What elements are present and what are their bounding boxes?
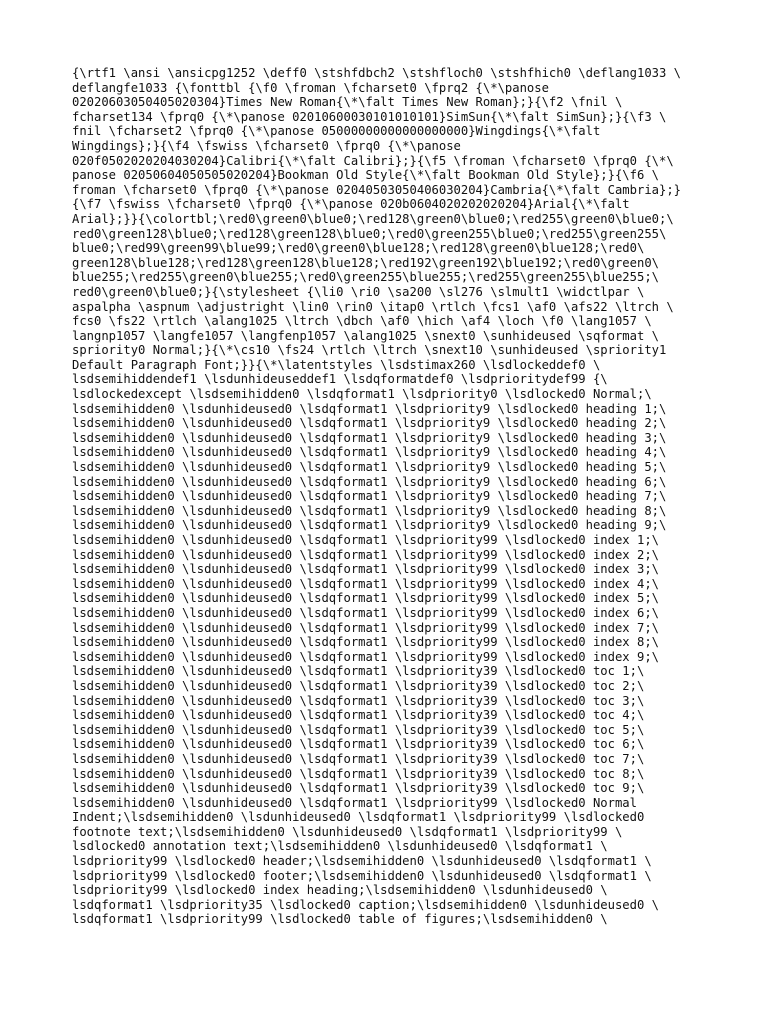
text-line: aspalpha \aspnum \adjustright \lin0 \rin0 \itap0 \rtlch \fcs1 \af0 \afs22 \ltrch \ (72, 299, 674, 314)
text-line: fcharset134 \fprq0 {\*\panose 02010600030101010101}SimSun{\*\falt SimSun};}{\f3 \ (72, 109, 667, 124)
text-line: lsdsemihidden0 \lsdunhideused0 \lsdqformat1 \lsdpriority9 \lsdlocked0 heading 4;\ (72, 445, 667, 460)
text-line: lsdpriority99 \lsdlocked0 footer;\lsdsemihidden0 \lsdunhideused0 \lsdqformat1 \ (72, 868, 652, 883)
text-line: lsdsemihidden0 \lsdunhideused0 \lsdqformat1 \lsdpriority99 \lsdlocked0 index 6;\ (72, 605, 659, 620)
text-line: lsdsemihidden0 \lsdunhideused0 \lsdqformat1 \lsdpriority39 \lsdlocked0 toc 1;\ (72, 664, 645, 679)
text-line: Wingdings};}{\f4 \fswiss \fcharset0 \fprq0 {\*\panose (72, 138, 461, 153)
text-line: lsdpriority99 \lsdlocked0 header;\lsdsemihidden0 \lsdunhideused0 \lsdqformat1 \ (72, 854, 652, 869)
text-line: blue0;\red99\green99\blue99;\red0\green0\blue128;\red128\green0\blue128;\red0\ (72, 241, 645, 256)
text-line: 020f0502020204030204}Calibri{\*\falt Calibri};}{\f5 \froman \fcharset0 \fprq0 {\*\ (72, 153, 674, 168)
text-line: red0\green0\blue0;}{\stylesheet {\li0 \ri0 \sa200 \sl276 \slmult1 \widctlpar \ (72, 284, 645, 299)
text-line: lsdlockedexcept \lsdsemihidden0 \lsdqformat1 \lsdpriority0 \lsdlocked0 Normal;\ (72, 387, 652, 402)
text-line: lsdlocked0 annotation text;\lsdsemihidden0 \lsdunhideused0 \lsdqformat1 \ (72, 839, 608, 854)
text-line: lsdsemihidden0 \lsdunhideused0 \lsdqformat1 \lsdpriority39 \lsdlocked0 toc 6;\ (72, 737, 645, 752)
text-line: Default Paragraph Font;}}{\*\latentstyles \lsdstimax260 \lsdlockeddef0 \ (72, 357, 601, 372)
text-line: lsdsemihidden0 \lsdunhideused0 \lsdqformat1 \lsdpriority99 \lsdlocked0 index 3;\ (72, 562, 659, 577)
text-line: lsdsemihidden0 \lsdunhideused0 \lsdqformat1 \lsdpriority99 \lsdlocked0 index 9;\ (72, 649, 659, 664)
text-line: spriority0 Normal;}{\*\cs10 \fs24 \rtlch \ltrch \snext10 \sunhideused \spriority1 (72, 343, 667, 358)
rtf-source-text (72, 66, 696, 927)
text-line: lsdsemihidden0 \lsdunhideused0 \lsdqformat1 \lsdpriority39 \lsdlocked0 toc 9;\ (72, 781, 645, 796)
text-line: lsdsemihidden0 \lsdunhideused0 \lsdqformat1 \lsdpriority99 \lsdlocked0 index 5;\ (72, 591, 659, 606)
text-line: 02020603050405020304}Times New Roman{\*\falt Times New Roman};}{\f2 \fnil \ (72, 95, 623, 110)
text-line: lsdsemihidden0 \lsdunhideused0 \lsdqformat1 \lsdpriority9 \lsdlocked0 heading 8;\ (72, 503, 667, 518)
text-line: lsdsemihidden0 \lsdunhideused0 \lsdqformat1 \lsdpriority9 \lsdlocked0 heading 6;\ (72, 474, 667, 489)
text-line: fnil \fcharset2 \fprq0 {\*\panose 05000000000000000000}Wingdings{\*\falt (72, 124, 601, 139)
text-line: lsdsemihidden0 \lsdunhideused0 \lsdqformat1 \lsdpriority9 \lsdlocked0 heading 9;\ (72, 518, 667, 533)
text-line: lsdsemihidden0 \lsdunhideused0 \lsdqformat1 \lsdpriority9 \lsdlocked0 heading 1;\ (72, 401, 667, 416)
text-line: lsdsemihidden0 \lsdunhideused0 \lsdqformat1 \lsdpriority99 \lsdlocked0 index 2;\ (72, 547, 659, 562)
text-line: lsdsemihidden0 \lsdunhideused0 \lsdqformat1 \lsdpriority99 \lsdlocked0 Normal (72, 795, 637, 810)
text-line: green128\blue128;\red128\green128\blue128;\red192\green192\blue192;\red0\green0\ (72, 255, 659, 270)
text-line: lsdsemihidden0 \lsdunhideused0 \lsdqformat1 \lsdpriority99 \lsdlocked0 index 7;\ (72, 620, 659, 635)
text-line: lsdsemihidden0 \lsdunhideused0 \lsdqformat1 \lsdpriority9 \lsdlocked0 heading 7;\ (72, 489, 667, 504)
text-line: lsdsemihidden0 \lsdunhideused0 \lsdqformat1 \lsdpriority9 \lsdlocked0 heading 3;\ (72, 430, 667, 445)
text-line: lsdsemihidden0 \lsdunhideused0 \lsdqformat1 \lsdpriority9 \lsdlocked0 heading 2;\ (72, 416, 667, 431)
text-line: lsdsemihidden0 \lsdunhideused0 \lsdqformat1 \lsdpriority9 \lsdlocked0 heading 5;\ (72, 460, 667, 475)
text-line: red0\green128\blue0;\red128\green128\blue0;\red0\green255\blue0;\red255\green255\ (72, 226, 667, 241)
text-line: lsdsemihiddendef1 \lsdunhideuseddef1 \lsdqformatdef0 \lsdprioritydef99 {\ (72, 372, 608, 387)
text-line: lsdqformat1 \lsdpriority99 \lsdlocked0 table of figures;\lsdsemihidden0 \ (72, 912, 608, 927)
text-line: lsdsemihidden0 \lsdunhideused0 \lsdqformat1 \lsdpriority39 \lsdlocked0 toc 7;\ (72, 751, 645, 766)
text-line: Arial};}}{\colortbl;\red0\green0\blue0;\red128\green0\blue0;\red255\green0\blue0;\ (72, 211, 674, 226)
text-line: lsdsemihidden0 \lsdunhideused0 \lsdqformat1 \lsdpriority99 \lsdlocked0 index 4;\ (72, 576, 659, 591)
text-line: {\f7 \fswiss \fcharset0 \fprq0 {\*\panose 020b0604020202020204}Arial{\*\falt (72, 197, 630, 212)
text-line: lsdsemihidden0 \lsdunhideused0 \lsdqformat1 \lsdpriority99 \lsdlocked0 index 1;\ (72, 533, 659, 547)
text-line: lsdsemihidden0 \lsdunhideused0 \lsdqformat1 \lsdpriority39 \lsdlocked0 toc 8;\ (72, 766, 645, 781)
text-line: lsdsemihidden0 \lsdunhideused0 \lsdqformat1 \lsdpriority39 \lsdlocked0 toc 5;\ (72, 722, 645, 737)
text-line: lsdqformat1 \lsdpriority35 \lsdlocked0 caption;\lsdsemihidden0 \lsdunhideused0 \ (72, 897, 659, 912)
text-line: froman \fcharset0 \fprq0 {\*\panose 02040503050406030204}Cambria{\*\falt Cambria};} (72, 182, 682, 197)
text-line: Indent;\lsdsemihidden0 \lsdunhideused0 \lsdqformat1 \lsdpriority99 \lsdlocked0 (72, 810, 645, 825)
text-line: lsdsemihidden0 \lsdunhideused0 \lsdqformat1 \lsdpriority39 \lsdlocked0 toc 3;\ (72, 693, 645, 708)
text-line: lsdpriority99 \lsdlocked0 index heading;\lsdsemihidden0 \lsdunhideused0 \ (72, 883, 608, 898)
text-line: langnp1057 \langfe1057 \langfenp1057 \alang1025 \snext0 \sunhideused \sqformat \ (72, 328, 659, 343)
text-line: {\rtf1 \ansi \ansicpg1252 \deff0 \stshfdbch2 \stshfloch0 \stshfhich0 \deflang1033 \ (72, 66, 682, 80)
text-line: footnote text;\lsdsemihidden0 \lsdunhideused0 \lsdqformat1 \lsdpriority99 \ (72, 824, 623, 839)
text-line: lsdsemihidden0 \lsdunhideused0 \lsdqformat1 \lsdpriority39 \lsdlocked0 toc 2;\ (72, 678, 645, 693)
text-line: lsdsemihidden0 \lsdunhideused0 \lsdqformat1 \lsdpriority39 \lsdlocked0 toc 4;\ (72, 708, 645, 723)
text-line: blue255;\red255\green0\blue255;\red0\green255\blue255;\red255\green255\blue255;\ (72, 270, 659, 285)
text-line: fcs0 \fs22 \rtlch \alang1025 \ltrch \dbch \af0 \hich \af4 \loch \f0 \lang1057 \ (72, 314, 652, 329)
text-line: panose 02050604050505020204}Bookman Old Style{\*\falt Bookman Old Style};}{\f6 \ (72, 168, 659, 183)
text-line: lsdsemihidden0 \lsdunhideused0 \lsdqformat1 \lsdpriority99 \lsdlocked0 index 8;\ (72, 635, 659, 650)
text-line: deflangfe1033 {\fonttbl {\f0 \froman \fcharset0 \fprq2 {\*\panose (72, 80, 549, 95)
